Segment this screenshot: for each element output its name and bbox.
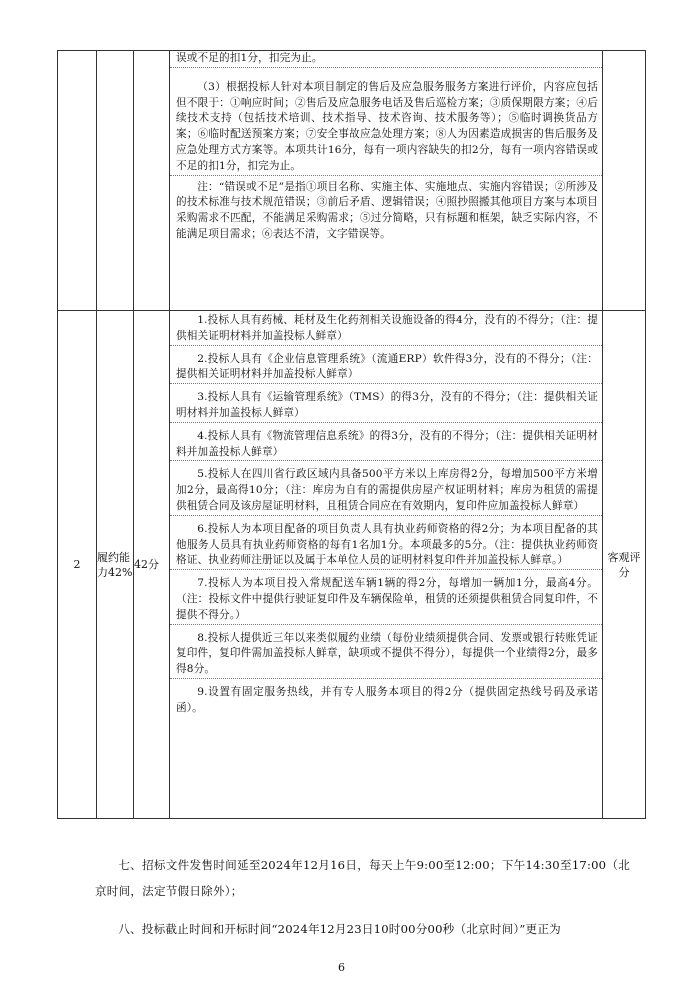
criteria-cell bbox=[170, 311, 603, 819]
score-cell: 42分 bbox=[134, 311, 170, 819]
scoring-table bbox=[57, 50, 646, 819]
item-7-paragraph: 七、招标文件发售时间延至2024年12月16日，每天上午9:00至12:00；下午14:30至17:00（北京时间，法定节假日除外）； bbox=[95, 858, 630, 898]
criteria-paragraph: 2.投标人具有《企业信息管理系统》（流通ERP）软件得3分，没有的不得分；（注：提供相关证明材料并加盖投标人鲜章） bbox=[170, 346, 602, 385]
criteria-paragraph: 3.投标人具有《运输管理系统》（TMS）的得3分，没有的不得分；（注：提供相关证明材料并加盖投标人鲜章） bbox=[170, 384, 602, 423]
criteria-paragraph: 9.设置有固定服务热线，并有专人服务本项目的得2分（提供固定热线号码及承诺函）。 bbox=[176, 685, 598, 714]
table-row bbox=[58, 311, 646, 819]
category-cell: 履约能力42% bbox=[97, 311, 134, 819]
criteria-paragraph: 注：“错误或不足”是指①项目名称、实施主体、实施地点、实施内容错误；②所涉及的技术标准与技术规范错误；③前后矛盾、逻辑错误；④照抄照搬其他项目方案与本项目采购需求不匹配，不能满足采购需求；⑤过分简略，只有标题和框架，缺乏实际内容，不能满足项目需求；⑥表达不清，文字错误等。 bbox=[176, 180, 598, 240]
criteria-paragraph: 4.投标人具有《物流管理信息系统》的得3分，没有的不得分；（注：提供相关证明材料并加盖投标人鲜章） bbox=[170, 423, 602, 462]
item-8-paragraph: 八、投标截止时间和开标时间“2024年12月23日10时00分00秒（北京时间）”更正为 bbox=[118, 922, 561, 936]
criteria-paragraph: 6.投标人为本项目配备的项目负责人具有执业药师资格的得2分；为本项目配备的其他服务人员具有执业药师资格的每有1名加1分。本项最多的5分。（注：提供执业药师资格证、执业药师注册证以及属于本单位人员的证明材料复印件并加盖投标人鲜章。） bbox=[170, 516, 602, 570]
index-cell bbox=[58, 51, 97, 311]
page-number: 6 bbox=[338, 961, 345, 974]
criteria-paragraph: 5.投标人在四川省行政区域内具备500平方米以上库房得2分，每增加500平方米增加2分，最高得10分；（注：库房为自有的需提供房屋产权证明材料；库房为租赁的需提供租赁合同及该房屋证明材料，且租赁合同应在有效期内，复印件应加盖投标人鲜章） bbox=[170, 461, 602, 515]
table-row bbox=[58, 51, 646, 311]
method-cell: 客观评分 bbox=[603, 311, 646, 819]
criteria-paragraph: 误或不足的扣1分，扣完为止。 bbox=[170, 51, 602, 68]
index-cell: 2 bbox=[58, 311, 97, 819]
criteria-paragraph: 1.投标人具有药械、耗材及生化药剂相关设施设备的得4分，没有的不得分；（注：提供相关证明材料并加盖投标人鲜章） bbox=[170, 311, 602, 346]
method-cell bbox=[603, 51, 646, 311]
criteria-paragraph: 7.投标人为本项目投入常规配送车辆1辆的得2分，每增加一辆加1分，最高4分。（注：投标文件中提供行驶证复印件及车辆保险单，租赁的还须提供租赁合同复印件，不提供不得分。） bbox=[170, 570, 602, 624]
criteria-paragraph: （3）根据投标人针对本项目制定的售后及应急服务服务方案进行评价，内容应包括但不限于：①响应时间；②售后及应急服务电话及售后巡检方案；③质保期限方案；④后续技术支持（包括技术培训、技术指导、技术咨询、技术服务等）；⑤临时调换货品方案；⑥临时配送预案方案；⑦安全事故应急处理方案；⑧人为因素造成损害的售后服务及应急处理方式方案等。本项共计16分，每有一项内容缺失的扣2分，每有一项内容错误或不足的扣1分，扣完为止。 bbox=[170, 68, 602, 176]
category-cell bbox=[97, 51, 134, 311]
criteria-paragraph: 8.投标人提供近三年以来类似履约业绩（每份业绩须提供合同、发票或银行转账凭证复印件，复印件需加盖投标人鲜章，缺项或不提供不得分），每提供一个业绩得2分，最多得8分。 bbox=[170, 625, 602, 679]
score-cell bbox=[134, 51, 170, 311]
criteria-cell bbox=[170, 51, 603, 311]
